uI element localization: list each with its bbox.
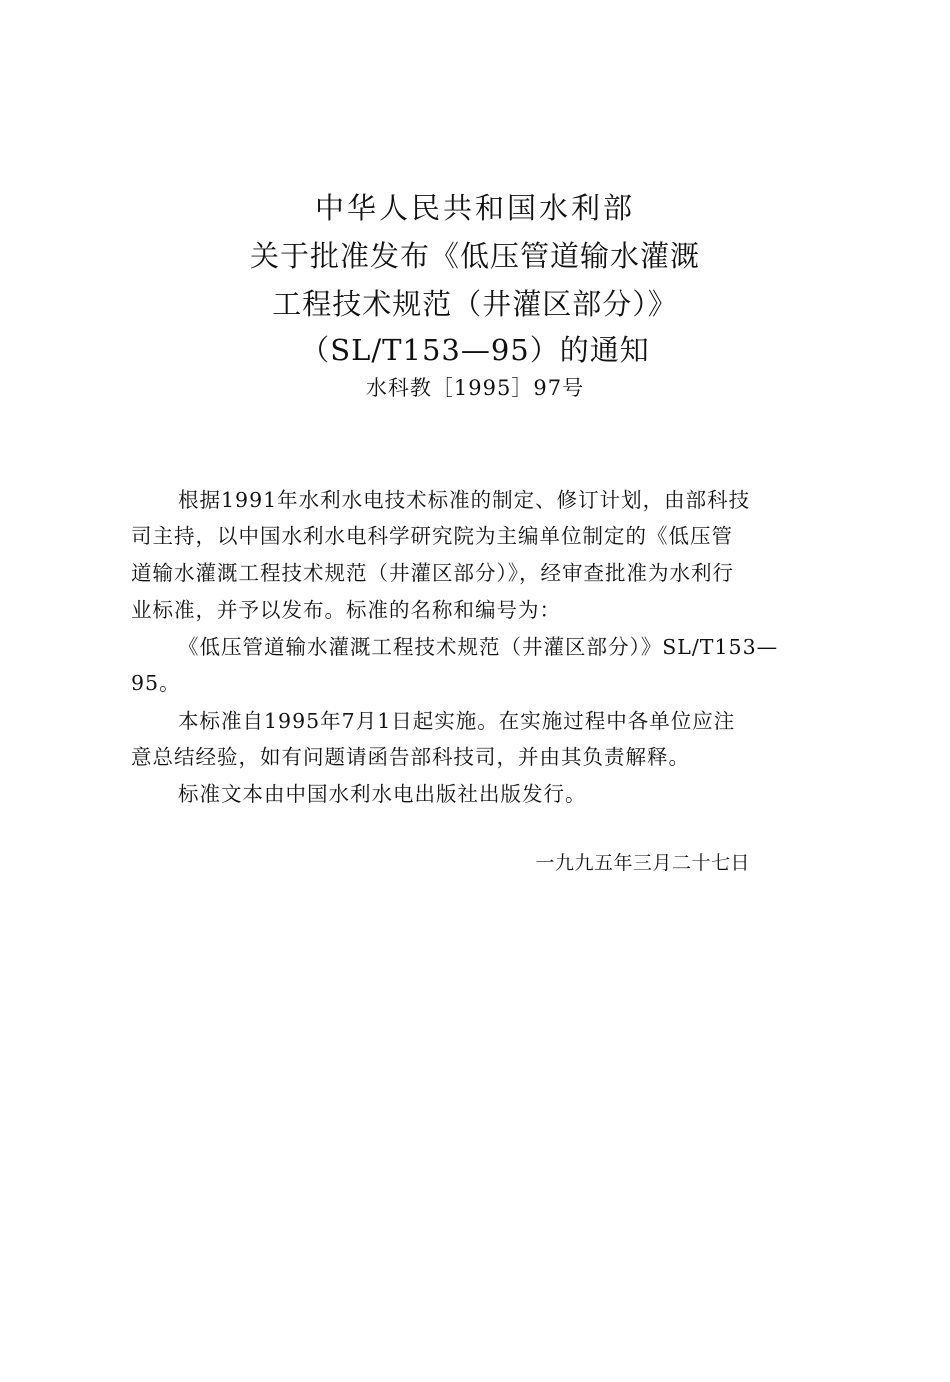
standard-name-line-end: 95。: [131, 671, 181, 695]
body-line: 意总结经验，如有问题请函告部科技司，并由其负责解释。: [131, 745, 690, 769]
notice-title-line-1: 关于批准发布《低压管道输水灌溉: [249, 239, 700, 273]
notice-title-line-2: 工程技术规范（井灌区部分）》: [272, 287, 678, 321]
document-number: 水科教［1995］97号: [365, 376, 585, 400]
body-line: 本标准自1995年7月1日起实施。在实施过程中各单位应注: [178, 709, 736, 733]
standard-name-line: 《低压管道输水灌溉工程技术规范（井灌区部分）》SL/T153—: [178, 635, 779, 659]
body-line: 道输水灌溉工程技术规范（井灌区部分）》，经审查批准为水利行: [131, 561, 734, 585]
body-line: 标准文本由中国水利水电出版社出版发行。: [178, 782, 587, 806]
body-line: 业标准，并予以发布。标准的名称和编号为：: [131, 598, 561, 622]
notice-title-line-3: （SL/T153—95）的通知: [300, 333, 650, 367]
body-line: 根据1991年水利水电技术标准的制定、修订计划，由部科技: [178, 488, 751, 512]
body-line: 司主持，以中国水利水电科学研究院为主编单位制定的《低压管: [131, 524, 733, 548]
issue-date: 一九九五年三月二十七日: [535, 852, 750, 874]
issuer-title: 中华人民共和国水利部: [314, 191, 635, 225]
